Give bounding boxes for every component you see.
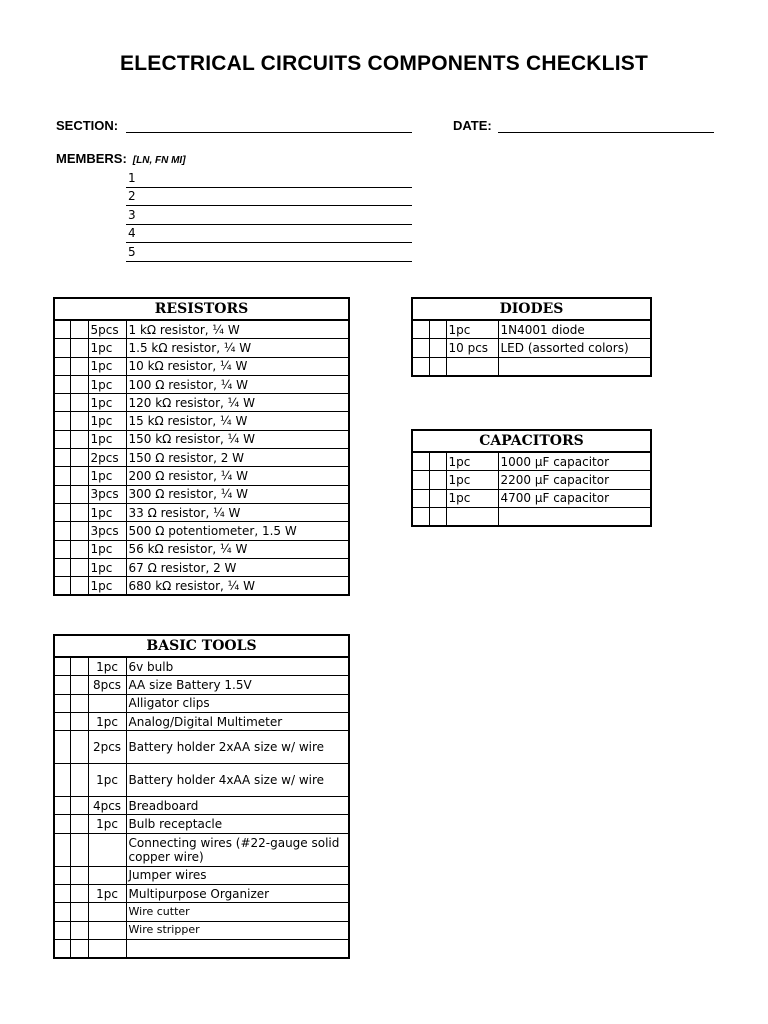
checkbox-a[interactable]: [412, 357, 429, 376]
quantity-cell: 1pc: [88, 375, 126, 393]
checkbox-b[interactable]: [70, 921, 88, 939]
table-row: [54, 694, 349, 712]
resistors-title: RESISTORS: [54, 298, 349, 320]
quantity-cell: 1pc: [88, 503, 126, 521]
checkbox-a[interactable]: [54, 449, 70, 467]
quantity-cell: [88, 694, 126, 712]
checkbox-a[interactable]: [54, 815, 70, 833]
capacitors-title: CAPACITORS: [412, 430, 651, 452]
checkbox-a[interactable]: [54, 540, 70, 558]
quantity-cell: [88, 921, 126, 939]
table-row: [412, 357, 651, 376]
page-title: ELECTRICAL CIRCUITS COMPONENTS CHECKLIST: [120, 52, 648, 75]
table-row: [54, 320, 349, 339]
item-name-cell: Battery holder 2xAA size w/ wire: [126, 731, 349, 764]
quantity-cell: 8pcs: [88, 676, 126, 694]
quantity-cell: 3pcs: [88, 522, 126, 540]
quantity-cell: 1pc: [88, 577, 126, 596]
item-name-cell: 15 kΩ resistor, ¼ W: [126, 412, 349, 430]
checkbox-a[interactable]: [54, 712, 70, 730]
checkbox-a[interactable]: [54, 764, 70, 797]
quantity-cell: [88, 939, 126, 958]
member-line[interactable]: 1: [126, 170, 412, 188]
table-row: [412, 320, 651, 339]
table-row: [412, 489, 651, 507]
quantity-cell: 1pc: [446, 471, 498, 489]
item-name-cell: Bulb receptacle: [126, 815, 349, 833]
checkbox-b[interactable]: [70, 394, 88, 412]
checkbox-b[interactable]: [70, 712, 88, 730]
table-row: [54, 676, 349, 694]
item-name-cell: 4700 µF capacitor: [498, 489, 651, 507]
member-line[interactable]: 5: [126, 244, 412, 262]
item-name-cell: 1.5 kΩ resistor, ¼ W: [126, 339, 349, 357]
table-row: [54, 833, 349, 866]
table-row: [54, 522, 349, 540]
item-name-cell: Multipurpose Organizer: [126, 885, 349, 903]
item-name-cell: 300 Ω resistor, ¼ W: [126, 485, 349, 503]
checkbox-a[interactable]: [54, 375, 70, 393]
table-row: [412, 339, 651, 357]
checkbox-b[interactable]: [70, 320, 88, 339]
checkbox-b[interactable]: [70, 885, 88, 903]
checkbox-b[interactable]: [70, 903, 88, 921]
quantity-cell: 1pc: [88, 467, 126, 485]
checkbox-b[interactable]: [429, 357, 446, 376]
checkbox-b[interactable]: [429, 320, 446, 339]
item-name-cell: Wire cutter: [126, 903, 349, 921]
quantity-cell: 2pcs: [88, 731, 126, 764]
checkbox-a[interactable]: [412, 452, 429, 471]
section-label: SECTION:: [56, 118, 119, 133]
diodes-title: DIODES: [412, 298, 651, 320]
quantity-cell: 1pc: [88, 558, 126, 576]
checkbox-b[interactable]: [70, 449, 88, 467]
table-row: [54, 467, 349, 485]
checkbox-a[interactable]: [54, 522, 70, 540]
checkbox-a[interactable]: [54, 485, 70, 503]
checkbox-b[interactable]: [70, 939, 88, 958]
item-name-cell: Alligator clips: [126, 694, 349, 712]
checkbox-b[interactable]: [70, 657, 88, 676]
quantity-cell: 1pc: [88, 885, 126, 903]
capacitors-table: [411, 429, 652, 527]
checkbox-a[interactable]: [54, 503, 70, 521]
checkbox-b[interactable]: [70, 797, 88, 815]
checkbox-a[interactable]: [54, 558, 70, 576]
checkbox-b[interactable]: [429, 489, 446, 507]
quantity-cell: 1pc: [88, 357, 126, 375]
table-row: [54, 412, 349, 430]
members-label: [56, 151, 186, 166]
item-name-cell: 1N4001 diode: [498, 320, 651, 339]
date-field[interactable]: [498, 132, 714, 133]
table-row: [412, 471, 651, 489]
item-name-cell: [498, 357, 651, 376]
table-row: [54, 712, 349, 730]
checkbox-b[interactable]: [70, 485, 88, 503]
checkbox-b[interactable]: [70, 540, 88, 558]
item-name-cell: Battery holder 4xAA size w/ wire: [126, 764, 349, 797]
checkbox-b[interactable]: [429, 339, 446, 357]
item-name-cell: Breadboard: [126, 797, 349, 815]
quantity-cell: 1pc: [88, 657, 126, 676]
checkbox-b[interactable]: [70, 833, 88, 866]
member-line[interactable]: 2: [126, 188, 412, 206]
item-name-cell: Jumper wires: [126, 866, 349, 884]
item-name-cell: AA size Battery 1.5V: [126, 676, 349, 694]
quantity-cell: 1pc: [88, 764, 126, 797]
checkbox-a[interactable]: [54, 797, 70, 815]
table-row: [54, 485, 349, 503]
table-row: [54, 764, 349, 797]
checkbox-b[interactable]: [70, 339, 88, 357]
checkbox-a[interactable]: [54, 833, 70, 866]
quantity-cell: 4pcs: [88, 797, 126, 815]
table-row: [54, 885, 349, 903]
item-name-cell: 1000 µF capacitor: [498, 452, 651, 471]
item-name-cell: Wire stripper: [126, 921, 349, 939]
checkbox-a[interactable]: [54, 430, 70, 448]
quantity-cell: 2pcs: [88, 449, 126, 467]
table-row: [54, 449, 349, 467]
resistors-table: [53, 297, 350, 596]
checkbox-a[interactable]: [54, 694, 70, 712]
table-row: [54, 558, 349, 576]
checkbox-a[interactable]: [54, 885, 70, 903]
checkbox-a[interactable]: [54, 394, 70, 412]
quantity-cell: 1pc: [88, 412, 126, 430]
quantity-cell: 5pcs: [88, 320, 126, 339]
item-name-cell: [126, 939, 349, 958]
table-row: [412, 507, 651, 526]
checkbox-a[interactable]: [54, 731, 70, 764]
checkbox-a[interactable]: [412, 471, 429, 489]
section-field[interactable]: [126, 132, 412, 133]
table-row: [54, 540, 349, 558]
item-name-cell: 10 kΩ resistor, ¼ W: [126, 357, 349, 375]
quantity-cell: 1pc: [88, 430, 126, 448]
quantity-cell: [446, 357, 498, 376]
checkbox-b[interactable]: [70, 357, 88, 375]
checkbox-a[interactable]: [54, 412, 70, 430]
quantity-cell: 1pc: [88, 339, 126, 357]
quantity-cell: 3pcs: [88, 485, 126, 503]
item-name-cell: 56 kΩ resistor, ¼ W: [126, 540, 349, 558]
quantity-cell: 1pc: [88, 394, 126, 412]
quantity-cell: 10 pcs: [446, 339, 498, 357]
quantity-cell: 1pc: [88, 815, 126, 833]
item-name-cell: 6v bulb: [126, 657, 349, 676]
table-row: [54, 866, 349, 884]
table-row: [54, 921, 349, 939]
checkbox-b[interactable]: [70, 467, 88, 485]
checkbox-b[interactable]: [70, 503, 88, 521]
item-name-cell: 2200 µF capacitor: [498, 471, 651, 489]
checkbox-b[interactable]: [429, 507, 446, 526]
table-row: [54, 939, 349, 958]
quantity-cell: 1pc: [446, 452, 498, 471]
table-row: [54, 815, 349, 833]
item-name-cell: Analog/Digital Multimeter: [126, 712, 349, 730]
table-row: [54, 731, 349, 764]
table-row: [54, 577, 349, 596]
diodes-table: [411, 297, 652, 377]
quantity-cell: 1pc: [446, 489, 498, 507]
checkbox-b[interactable]: [429, 471, 446, 489]
checkbox-a[interactable]: [54, 577, 70, 596]
item-name-cell: 500 Ω potentiometer, 1.5 W: [126, 522, 349, 540]
checkbox-b[interactable]: [70, 577, 88, 596]
quantity-cell: 1pc: [88, 712, 126, 730]
item-name-cell: 150 Ω resistor, 2 W: [126, 449, 349, 467]
table-row: [54, 797, 349, 815]
checkbox-b[interactable]: [70, 375, 88, 393]
checkbox-a[interactable]: [412, 507, 429, 526]
member-line[interactable]: 3: [126, 207, 412, 225]
table-row: [54, 339, 349, 357]
item-name-cell: 67 Ω resistor, 2 W: [126, 558, 349, 576]
checkbox-b[interactable]: [70, 694, 88, 712]
checkbox-a[interactable]: [54, 467, 70, 485]
checkbox-b[interactable]: [70, 558, 88, 576]
members-hint: [LN, FN MI]: [132, 155, 186, 166]
table-row: [54, 394, 349, 412]
item-name-cell: 120 kΩ resistor, ¼ W: [126, 394, 349, 412]
checkbox-b[interactable]: [70, 815, 88, 833]
checkbox-a[interactable]: [54, 339, 70, 357]
quantity-cell: [446, 507, 498, 526]
checkbox-a[interactable]: [54, 903, 70, 921]
basic-tools-title: BASIC TOOLS: [54, 635, 349, 657]
quantity-cell: 1pc: [88, 540, 126, 558]
item-name-cell: Connecting wires (#22-gauge solid copper wire): [126, 833, 349, 866]
checkbox-b[interactable]: [70, 430, 88, 448]
checkbox-b[interactable]: [70, 731, 88, 764]
checkbox-a[interactable]: [54, 676, 70, 694]
item-name-cell: [498, 507, 651, 526]
table-row: [54, 503, 349, 521]
table-row: [412, 452, 651, 471]
checkbox-b[interactable]: [429, 452, 446, 471]
quantity-cell: [88, 866, 126, 884]
item-name-cell: 100 Ω resistor, ¼ W: [126, 375, 349, 393]
checkbox-b[interactable]: [70, 676, 88, 694]
table-row: [54, 903, 349, 921]
table-row: [54, 375, 349, 393]
table-row: [54, 430, 349, 448]
checkbox-a[interactable]: [54, 357, 70, 375]
table-row: [54, 657, 349, 676]
item-name-cell: 33 Ω resistor, ¼ W: [126, 503, 349, 521]
checkbox-b[interactable]: [70, 866, 88, 884]
item-name-cell: 680 kΩ resistor, ¼ W: [126, 577, 349, 596]
checkbox-b[interactable]: [70, 412, 88, 430]
date-label: DATE:: [453, 118, 492, 133]
checkbox-a[interactable]: [412, 339, 429, 357]
item-name-cell: 150 kΩ resistor, ¼ W: [126, 430, 349, 448]
item-name-cell: 1 kΩ resistor, ¼ W: [126, 320, 349, 339]
checkbox-b[interactable]: [70, 764, 88, 797]
quantity-cell: [88, 833, 126, 866]
checkbox-a[interactable]: [412, 320, 429, 339]
members-label-text: MEMBERS:: [56, 151, 127, 166]
checkbox-a[interactable]: [54, 657, 70, 676]
member-line[interactable]: 4: [126, 225, 412, 243]
item-name-cell: 200 Ω resistor, ¼ W: [126, 467, 349, 485]
quantity-cell: 1pc: [446, 320, 498, 339]
checkbox-a[interactable]: [54, 866, 70, 884]
checkbox-a[interactable]: [54, 320, 70, 339]
checkbox-a[interactable]: [54, 921, 70, 939]
basic-tools-table: [53, 634, 350, 959]
table-row: [54, 357, 349, 375]
item-name-cell: LED (assorted colors): [498, 339, 651, 357]
checkbox-b[interactable]: [70, 522, 88, 540]
quantity-cell: [88, 903, 126, 921]
checkbox-a[interactable]: [54, 939, 70, 958]
checkbox-a[interactable]: [412, 489, 429, 507]
